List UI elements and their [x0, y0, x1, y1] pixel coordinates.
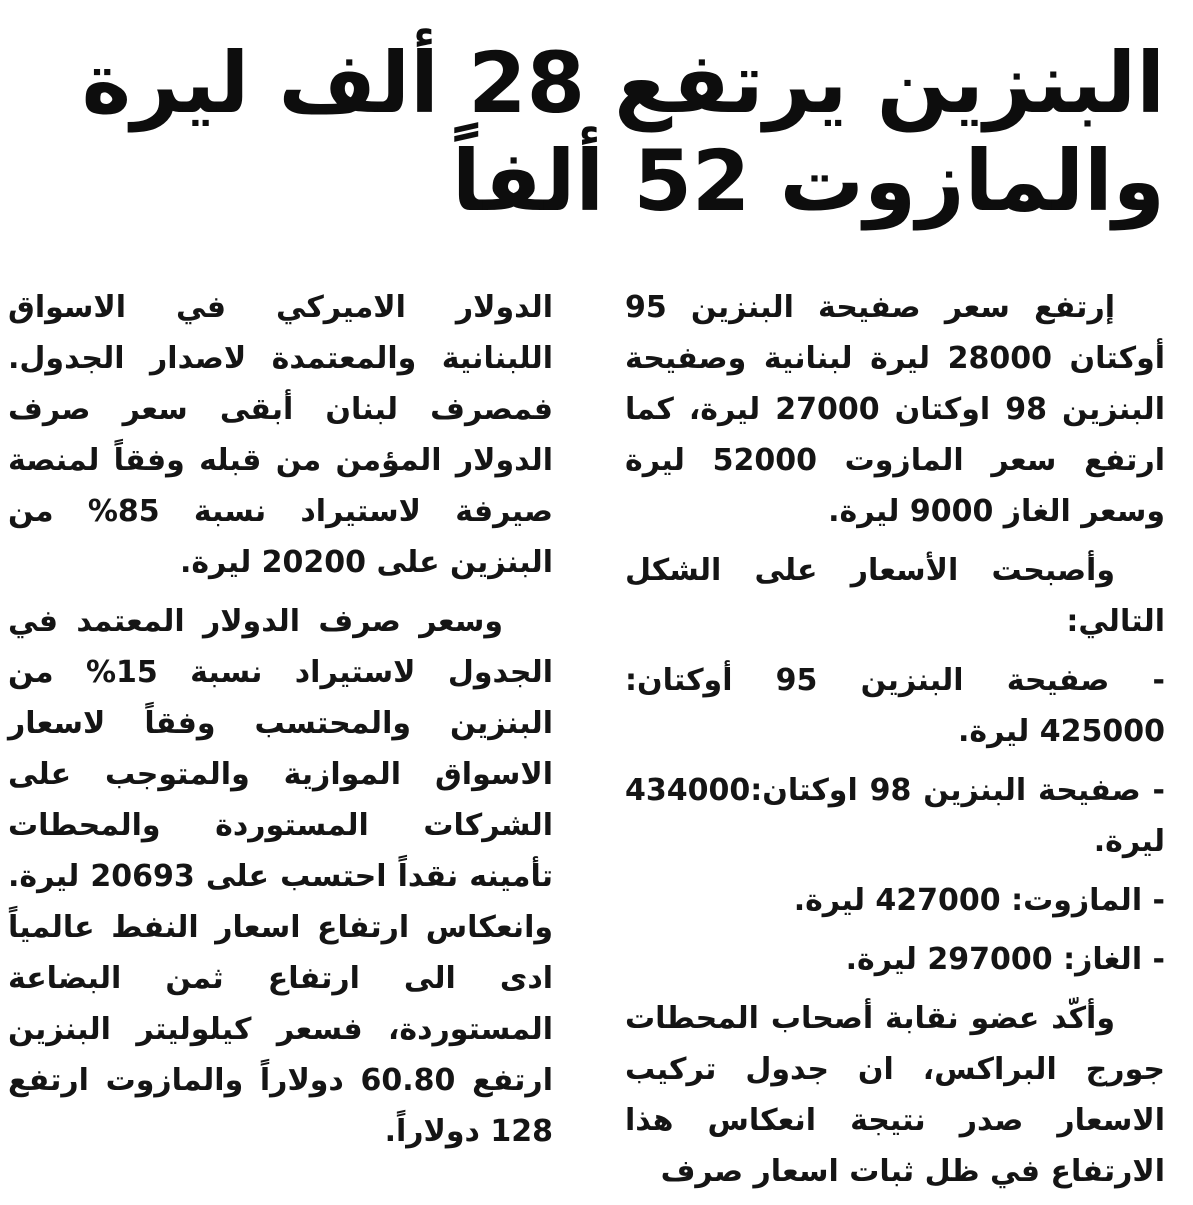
paragraph-syndicate-statement: وأكّد عضو نقابة أصحاب المحطات جورج البراكس، ان جدول تركيب الاسعار صدر نتيجة انعكاس هذا الارتفاع في ظل ثبات اسعار صرف — [625, 1001, 1165, 1189]
price-item-gas: - الغاز: 297000 ليرة. — [845, 942, 1165, 977]
price-item-benzine-98: - صفيحة البنزين 98 اوكتان:434000 ليرة. — [625, 773, 1166, 859]
paragraph-prices-intro: وأصبحت الأسعار على الشكل التالي: — [625, 553, 1165, 639]
right-column — [625, 282, 1165, 1205]
headline — [25, 34, 1165, 230]
headline-line-1: البنزين يرتفع 28 ألف ليرة — [81, 34, 1165, 132]
price-item-diesel: - المازوت: 427000 ليرة. — [793, 883, 1165, 918]
paragraph-price-increase: إرتفع سعر صفيحة البنزين 95 أوكتان 28000 ليرة لبنانية وصفيحة البنزين 98 اوكتان 27000 ليرة، كما ارتفع سعر المازوت 52000 ليرة وسعر الغاز 9000 ليرة. — [625, 290, 1166, 529]
price-item-benzine-95: - صفيحة البنزين 95 أوكتان: 425000 ليرة. — [625, 663, 1166, 749]
left-column — [8, 282, 553, 1165]
paragraph-exchange-rate: الدولار الاميركي في الاسواق اللبنانية والمعتمدة لاصدار الجدول. فمصرف لبنان أبقى سعر صرف الدولار المؤمن من قبله وفقاً لمنصة صيرفة لاستيراد نسبة 85% من البنزين على 20200 ليرة. — [8, 290, 553, 580]
headline-line-2: والمازوت 52 ألفاً — [451, 132, 1165, 230]
paragraph-parallel-market: وسعر صرف الدولار المعتمد في الجدول لاستيراد نسبة 15% من البنزين والمحتسب وفقاً لاسعار الاسواق الموازية والمتوجب على الشركات المستوردة والمحطات تأمينه نقداً احتسب على 20693 ليرة. وانعكاس ارتفاع اسعار النفط عالمياً ادى الى ارتفاع ثمن البضاعة المستوردة، فسعر كيلوليتر البنزين ارتفع 60.80 دولاراً والمازوت ارتفع 128 دولاراً. — [8, 604, 553, 1149]
